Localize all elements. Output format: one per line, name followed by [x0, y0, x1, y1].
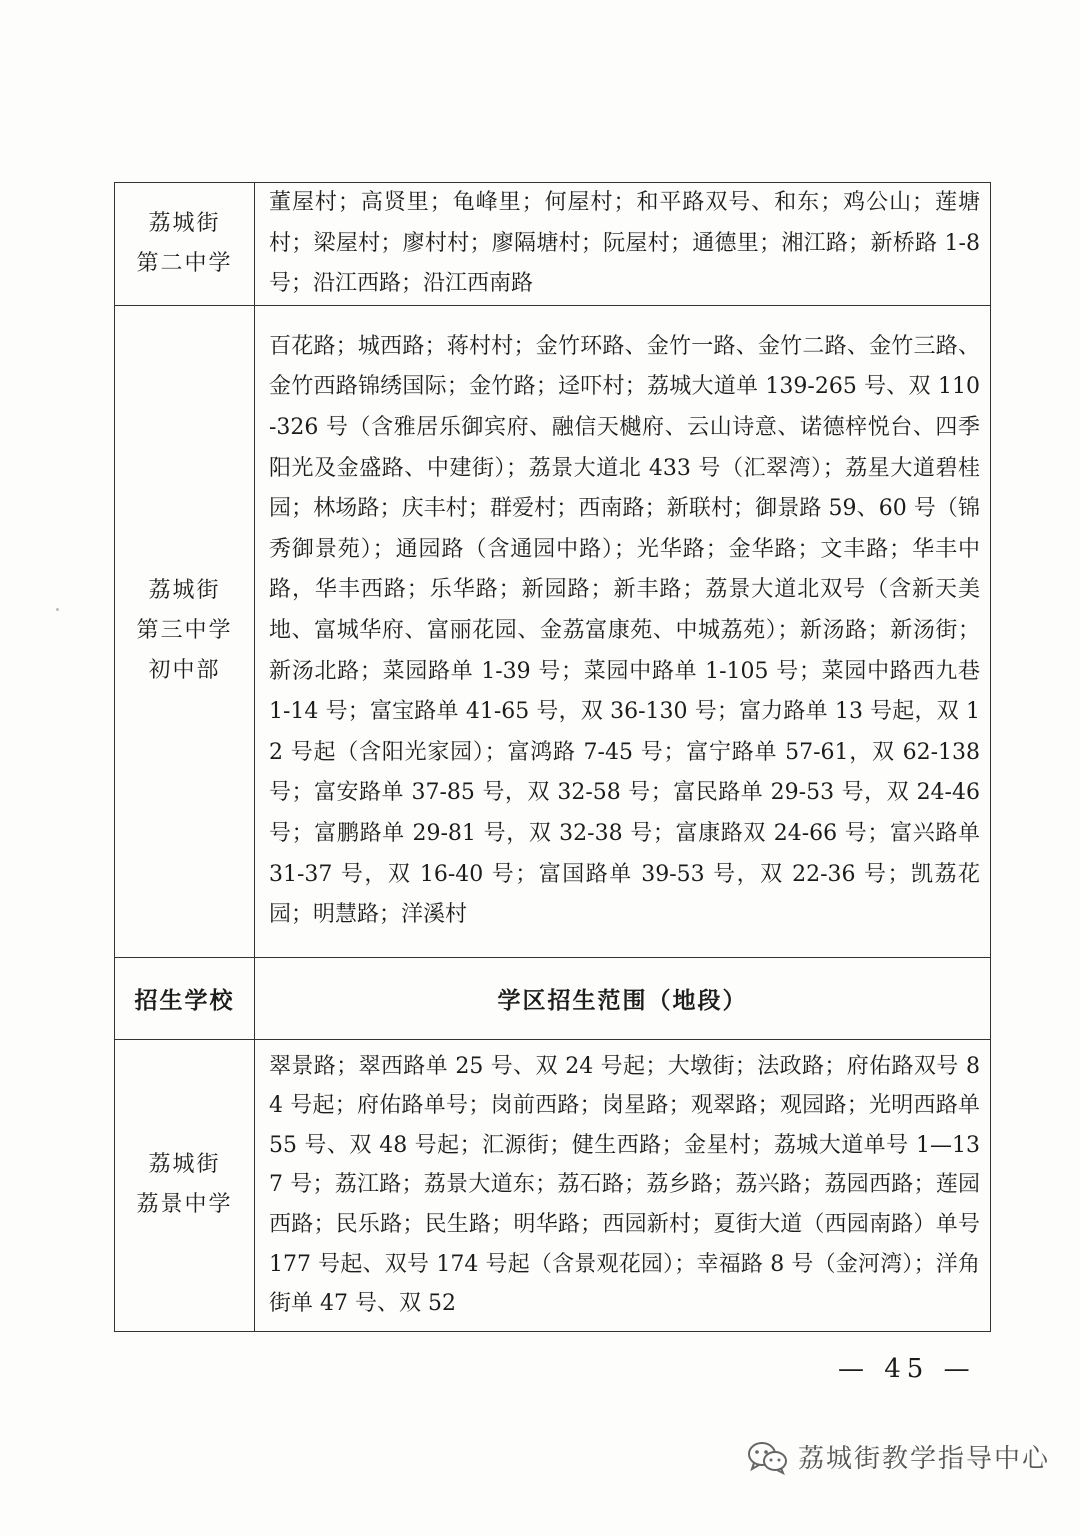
watermark-text: 荔城街教学指导中心	[798, 1444, 1051, 1474]
header-range: 学区招生范围（地段）	[255, 957, 991, 1039]
zone-range-cell: 翠景路；翠西路单 25 号、双 24 号起；大墩街；法政路；府佑路双号 84 号起；府佑路单号；岗前西路；岗星路；观翠路；观园路；光明西路单 55 号、双 48 号起；汇源街；健生西路；金星村；荔城大道单号 1—137 号；荔江路；荔景大道东；荔石路；荔乡路；荔兴路；荔园西路；莲园西路；民乐路；民生路；明华路；西园新村；夏街大道（西园南路）单号 177 号起、双号 174 号起（含景观花园）；幸福路 8 号（金河湾）；洋角街单 47 号、双 52	[255, 1039, 991, 1331]
table-row	[115, 1039, 991, 1331]
school-name-line: 第三中学	[136, 618, 233, 644]
zone-range-cell: 百花路；城西路；蒋村村；金竹环路、金竹一路、金竹二路、金竹三路、金竹西路锦绣国际；金竹路；迳吓村；荔城大道单 139-265 号、双 110-326 号（含雅居乐御宾府、融信天樾府、云山诗意、诺德梓悦台、四季阳光及金盛路、中建街）；荔景大道北 433 号（汇翠湾）；荔星大道碧桂园；林场路；庆丰村；群爱村；西南路；新联村；御景路 59、60 号（锦秀御景苑）；通园路（含通园中路）；光华路；金华路；文丰路；华丰中路，华丰西路；乐华路；新园路；新丰路；荔景大道北双号（含新天美地、富城华府、富丽花园、金荔富康苑、中城荔苑）；新汤路；新汤街；新汤北路；菜园路单 1-39 号；菜园中路单 1-105 号；菜园中路西九巷 1-14 号；富宝路单 41-65 号，双 36-130 号；富力路单 13 号起，双 12 号起（含阳光家园）；富鸿路 7-45 号；富宁路单 57-61，双 62-138 号；富安路单 37-85 号，双 32-58 号；富民路单 29-53 号，双 24-46 号；富鹏路单 29-81 号，双 32-38 号；富康路双 24-66 号；富兴路单 31-37 号，双 16-40 号；富国路单 39-53 号，双 22-36 号；凯荔花园；明慧路；洋溪村	[255, 305, 991, 957]
table-header-row	[115, 957, 991, 1039]
zone-range-cell: 董屋村；高贤里；龟峰里；何屋村；和平路双号、和东；鸡公山；莲塘村；梁屋村；廖村村；廖隔塘村；阮屋村；通德里；湘江路；新桥路 1-8 号；沿江西路；沿江西南路	[255, 183, 991, 306]
table-row	[115, 305, 991, 957]
table-row	[115, 183, 991, 306]
school-name-line: 初中部	[148, 658, 221, 684]
school-name-cell	[115, 305, 255, 957]
school-name-line: 荔城街	[148, 1152, 221, 1178]
school-name-line: 荔城街	[148, 578, 221, 604]
school-name-cell	[115, 1039, 255, 1331]
header-school: 招生学校	[115, 957, 255, 1039]
school-name-cell	[115, 183, 255, 306]
school-name-line: 第二中学	[136, 250, 233, 276]
page-number: — 45 —	[838, 1354, 976, 1384]
school-name-line: 荔城街	[148, 210, 221, 236]
school-zone-table	[114, 182, 991, 1332]
school-name-line: 荔景中学	[136, 1192, 233, 1218]
margin-speck	[56, 608, 59, 611]
watermark	[746, 1438, 1050, 1475]
wechat-icon	[746, 1439, 790, 1475]
